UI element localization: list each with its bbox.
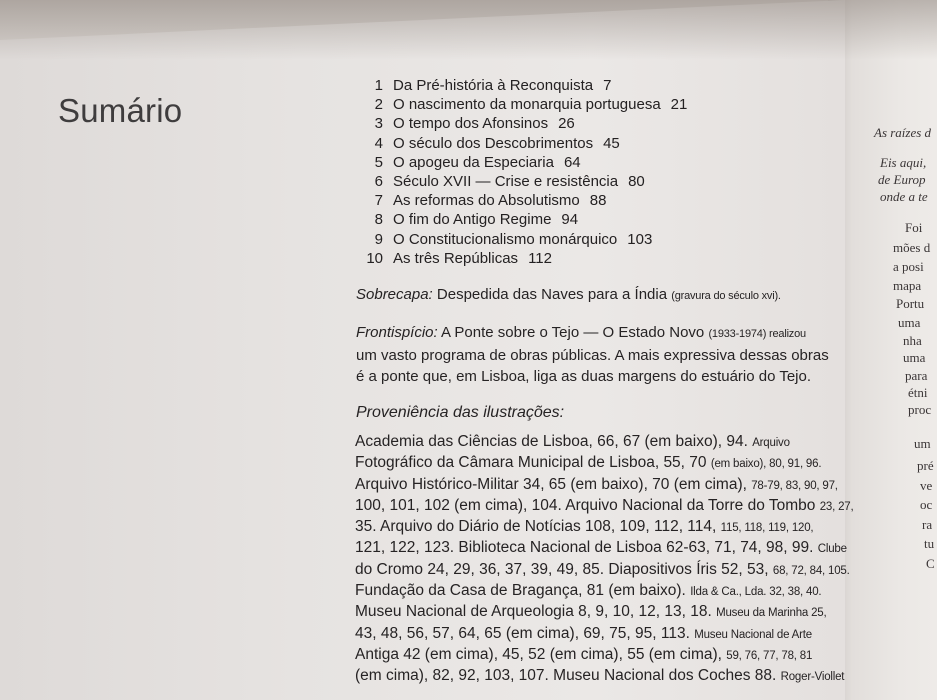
toc-entry (357, 154, 817, 173)
provenance-main: Museu Nacional de Arqueologia 8, 9, 10, 12, 13, 18. (355, 603, 712, 621)
provenance-line (355, 646, 865, 667)
toc-page: 112 (528, 249, 552, 267)
provenance-list (355, 433, 865, 689)
toc-page: 64 (563, 153, 581, 171)
sobrecapa-label: Sobrecapa: (356, 286, 433, 303)
provenance-heading: Proveniência das ilustrações: (356, 404, 565, 421)
right-page-line: oc (920, 497, 933, 512)
toc-title: O fim do Antigo Regime (393, 211, 552, 229)
right-page-line: mapa (893, 278, 922, 293)
provenance-small: Museu da Marinha 25, (716, 607, 827, 620)
toc-page: 80 (628, 172, 645, 190)
toc-number: 7 (374, 192, 383, 210)
toc-page: 94 (561, 211, 579, 229)
right-page-line: Eis aqui, (880, 155, 927, 170)
right-page-line: nha (903, 333, 922, 348)
frontispicio-label: Frontispício: (356, 324, 438, 341)
toc-number: 1 (374, 77, 383, 94)
right-page-line: Foi (905, 220, 923, 235)
toc-page: 7 (603, 77, 612, 94)
right-page-line: ra (922, 517, 933, 532)
toc-entry (357, 250, 817, 269)
toc-page: 103 (627, 230, 653, 248)
provenance-main: 35. Arquivo do Diário de Notícias 108, 109, 112, 114, (355, 518, 717, 536)
toc-number: 4 (374, 134, 383, 152)
toc-number: 3 (374, 115, 383, 133)
provenance-small: 68, 72, 84, 105. (772, 564, 850, 577)
right-page-line: uma (898, 315, 921, 330)
right-page-line: ve (920, 478, 933, 493)
frontispicio-line1: A Ponte sobre o Tejo — O Estado Novo (441, 324, 705, 341)
right-page-line: de Europ (878, 172, 926, 187)
toc-title: Da Pré-história à Reconquista (393, 77, 594, 94)
right-page-line: C (926, 556, 935, 571)
right-page-line: proc (908, 402, 932, 417)
provenance-main: 43, 48, 56, 57, 64, 65 (em cima), 69, 75, 95, 113. (355, 624, 690, 642)
toc-number: 5 (374, 153, 383, 171)
provenance-main: Arquivo Histórico-Militar 34, 65 (em baixo), 70 (em cima), (355, 475, 747, 493)
toc-page: 88 (589, 192, 607, 210)
toc-entry (357, 173, 817, 192)
frontispicio-line2: um vasto programa de obras públicas. A mais expressiva dessas obras (356, 347, 829, 364)
provenance-line (355, 476, 865, 497)
toc-number: 10 (366, 249, 383, 267)
toc-number: 8 (374, 211, 383, 229)
right-page-line: pré (917, 458, 934, 473)
provenance-line (355, 518, 865, 539)
toc-entry (357, 231, 817, 250)
provenance-small: Arquivo (752, 437, 790, 449)
sobrecapa-note (356, 284, 856, 307)
provenance-small: 78-79, 83, 90, 97, (751, 479, 838, 492)
provenance-small: Ilda & Ca., Lda. 32, 38, 40. (690, 586, 822, 599)
right-page-line: tu (924, 536, 935, 551)
toc-entry (357, 192, 817, 211)
right-page-line: mões d (893, 240, 931, 255)
toc-page: 26 (558, 115, 575, 133)
right-page-line: Portu (896, 296, 925, 311)
right-page-line: um (914, 436, 931, 451)
toc-title: Século XVII — Crise e resistência (393, 172, 619, 190)
provenance-line (355, 561, 865, 582)
toc-entry (357, 135, 817, 154)
toc-page: 21 (670, 96, 688, 114)
toc-entry (357, 211, 817, 230)
toc-number: 9 (374, 230, 383, 248)
provenance-small: 59, 76, 77, 78, 81 (726, 649, 813, 662)
sobrecapa-text: Despedida das Naves para a Índia (436, 286, 668, 303)
provenance-main: Academia das Ciências de Lisboa, 66, 67 (em baixo), 94. (355, 433, 748, 450)
provenance-small: 115, 118, 119, 120, (720, 522, 814, 535)
toc-title: O apogeu da Especiaria (393, 153, 554, 171)
toc-page: 45 (603, 134, 620, 152)
toc-title: O nascimento da monarquia portuguesa (393, 96, 661, 114)
sobrecapa-small: (gravura do século xvi). (671, 290, 781, 302)
frontispicio-note (356, 322, 856, 387)
provenance-line (355, 625, 865, 646)
provenance-main: Fotográfico da Câmara Municipal de Lisboa, 55, 70 (355, 454, 707, 472)
frontispicio-line3: é a ponte que, em Lisboa, liga as duas margens do estuário do Tejo. (356, 368, 812, 385)
provenance-small: Clube (817, 543, 847, 556)
toc-title: As três Repúblicas (393, 249, 519, 267)
provenance-small: Roger-Viollet (780, 671, 845, 684)
right-page-line: para (905, 368, 928, 383)
provenance-line (355, 497, 865, 518)
provenance-main: Fundação da Casa de Bragança, 81 (em baixo). (355, 582, 686, 600)
provenance-main: (em cima), 82, 92, 103, 107. Museu Nacional dos Coches 88. (355, 667, 777, 685)
right-page-line: étni (908, 385, 928, 400)
frontispicio-line1-small: (1933-1974) realizou (708, 328, 806, 340)
provenance-main: do Cromo 24, 29, 36, 37, 39, 49, 85. Diapositivos Íris 52, 53, (355, 560, 769, 578)
provenance-line (355, 603, 865, 624)
provenance-small: (em baixo), 80, 91, 96. (710, 458, 822, 471)
provenance-line (355, 454, 865, 475)
provenance-line (355, 433, 865, 454)
toc-title: O Constitucionalismo monárquico (393, 230, 618, 248)
page-title: Sumário (58, 92, 183, 129)
provenance-main: 121, 122, 123. Biblioteca Nacional de Lisboa 62-63, 71, 74, 98, 99. (355, 539, 814, 557)
top-shadow (0, 0, 937, 60)
right-page-line: onde a te (880, 189, 928, 204)
toc-number: 6 (374, 172, 383, 190)
toc-title: As reformas do Absolutismo (393, 192, 580, 210)
toc-entry (357, 77, 817, 96)
toc-number: 2 (374, 96, 383, 114)
provenance-line (355, 582, 865, 603)
provenance-line (355, 539, 865, 560)
toc-title: O século dos Descobrimentos (393, 134, 594, 152)
table-of-contents (357, 77, 817, 269)
provenance-small: Museu Nacional de Arte (694, 628, 812, 641)
right-page-line: uma (903, 350, 926, 365)
provenance-main: Antiga 42 (em cima), 45, 52 (em cima), 55 (em cima), (355, 645, 722, 663)
provenance-main: 100, 101, 102 (em cima), 104. Arquivo Nacional da Torre do Tombo (355, 496, 816, 514)
right-page-line: a posi (893, 259, 924, 274)
toc-entry (357, 96, 817, 115)
toc-title: O tempo dos Afonsinos (393, 115, 549, 133)
provenance-small: 23, 27, (819, 500, 854, 513)
provenance-line (355, 667, 865, 688)
toc-entry (357, 115, 817, 134)
right-page-line: As raízes d (874, 125, 932, 140)
